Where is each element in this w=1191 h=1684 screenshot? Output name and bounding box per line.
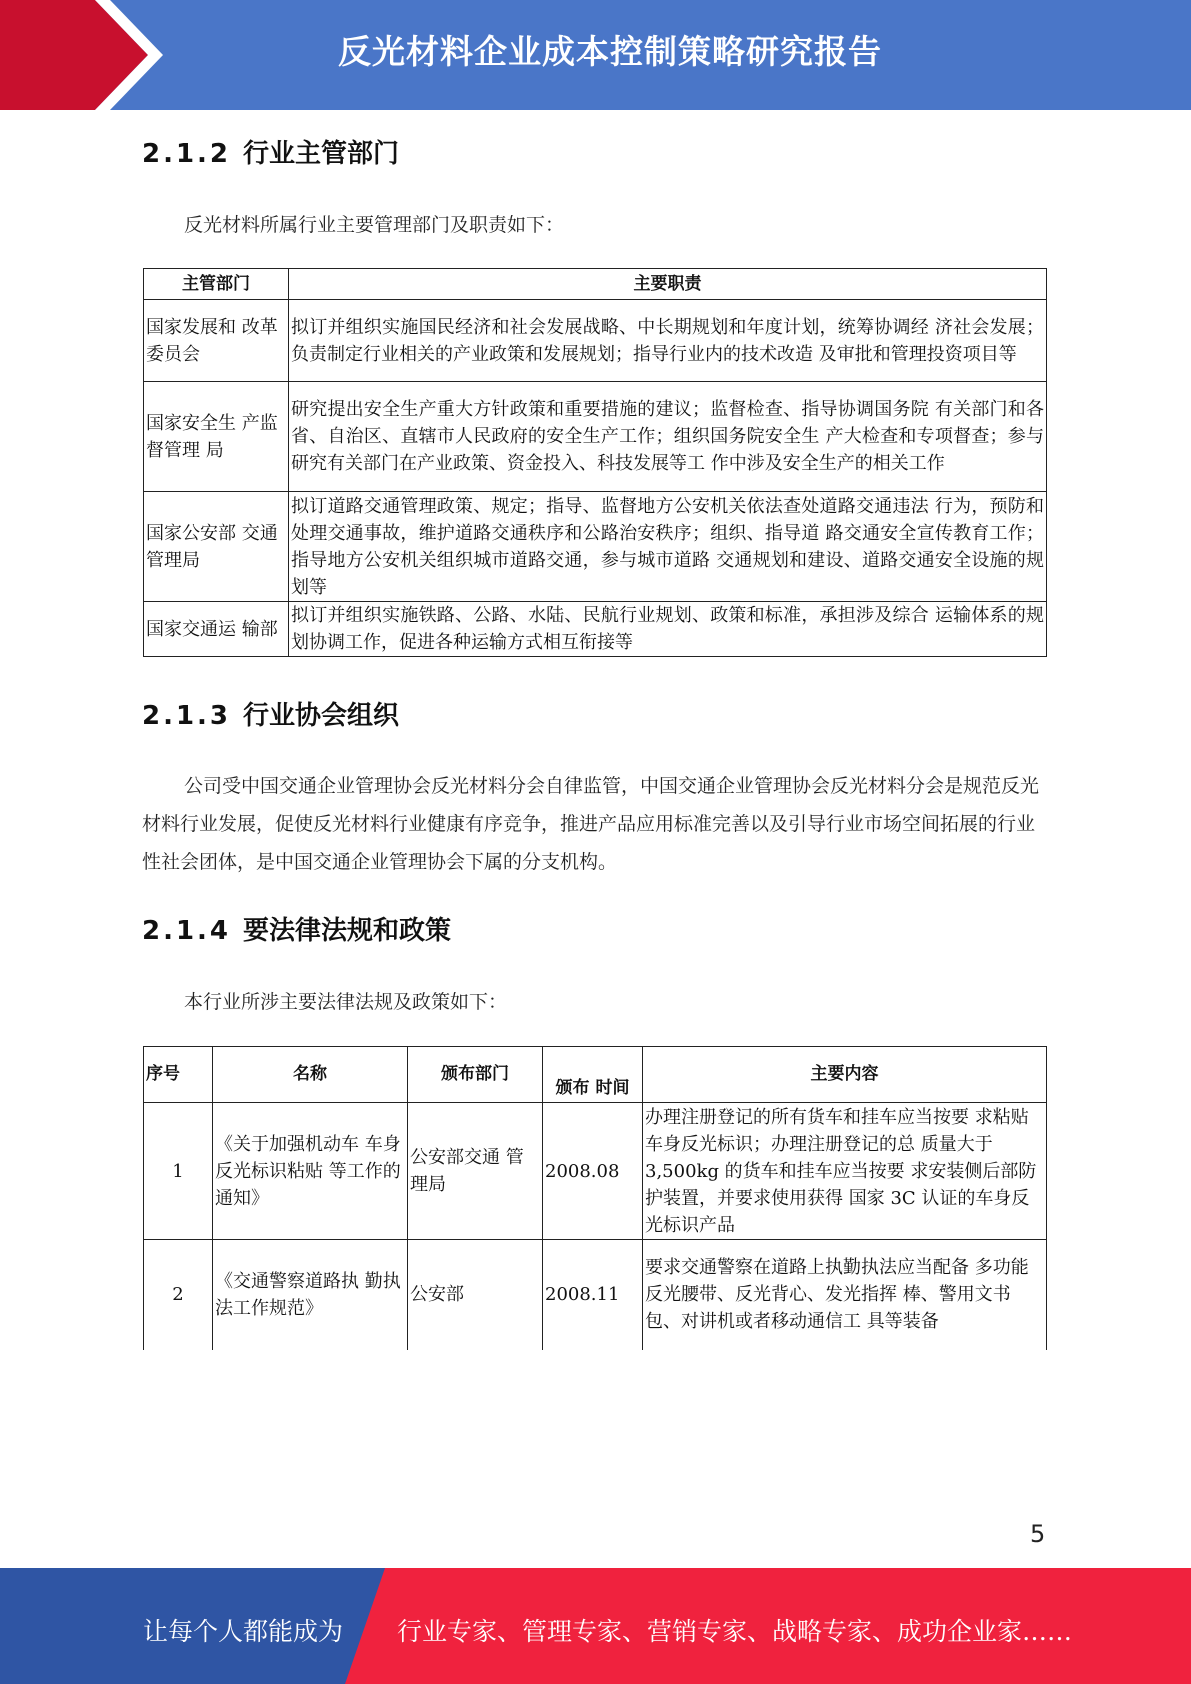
column-header: 主管部门 xyxy=(144,269,289,300)
authorities-table xyxy=(143,268,1047,657)
table-row xyxy=(144,300,1047,382)
section-number: 2.1.2 xyxy=(142,139,232,169)
section-title: 行业主管部门 xyxy=(243,139,400,169)
page-number: 5 xyxy=(1030,1520,1046,1548)
name-cell: 《关于加强机动车 车身反光标识粘贴 等工作的通知》 xyxy=(213,1103,408,1240)
column-header: 主要内容 xyxy=(643,1047,1047,1103)
column-header: 主要职责 xyxy=(289,269,1047,300)
page-header xyxy=(0,0,1191,110)
column-header: 序号 xyxy=(144,1047,213,1103)
footer-slogan-right: 行业专家、管理专家、营销专家、战略专家、成功企业家…… xyxy=(397,1617,1073,1646)
dept-cell: 国家公安部 交通管理局 xyxy=(144,492,289,602)
duty-cell: 拟订并组织实施国民经济和社会发展战略、中长期规划和年度计划，统筹协调经 济社会发展；负责制定行业相关的产业政策和发展规划；指导行业内的技术改造 及审批和管理投资项目等 xyxy=(289,300,1047,382)
regulations-table xyxy=(143,1046,1047,1350)
table-row xyxy=(144,602,1047,657)
section-body: 公司受中国交通企业管理协会反光材料分会自律监管，中国交通企业管理协会反光材料分会是规范反光材料行业发展，促使反光材料行业健康有序竞争，推进产品应用标准完善以及引导行业市场空间拓展的行业性社会团体，是中国交通企业管理协会下属的分支机构。 xyxy=(142,775,1040,873)
table-row xyxy=(144,492,1047,602)
row-number-cell: 2 xyxy=(144,1240,213,1350)
date-cell: 2008.08 xyxy=(543,1103,643,1240)
name-cell: 《交通警察道路执 勤执法工作规范》 xyxy=(213,1240,408,1350)
section-number: 2.1.3 xyxy=(142,701,232,731)
report-title: 反光材料企业成本控制策略研究报告 xyxy=(338,32,882,71)
dept-cell: 国家安全生 产监督管理 局 xyxy=(144,382,289,492)
content-cell: 要求交通警察在道路上执勤执法应当配备 多功能反光腰带、反光背心、发光指挥 棒、警用文书包、对讲机或者移动通信工 具等装备 xyxy=(643,1240,1047,1350)
duty-cell: 拟订并组织实施铁路、公路、水陆、民航行业规划、政策和标准，承担涉及综合 运输体系的规划协调工作，促进各种运输方式相互衔接等 xyxy=(289,602,1047,657)
page-footer xyxy=(0,1568,1191,1684)
section-title: 要法律法规和政策 xyxy=(243,916,452,946)
section-intro: 反光材料所属行业主要管理部门及职责如下： xyxy=(184,214,565,236)
dept-cell: 国家交通运 输部 xyxy=(144,602,289,657)
section-title: 行业协会组织 xyxy=(243,701,400,731)
duty-cell: 拟订道路交通管理政策、规定；指导、监督地方公安机关依法查处道路交通违法 行为，预防和处理交通事故，维护道路交通秩序和公路治安秩序；组织、指导道 路交通安全宣传教育工作；指导地方公安机关组织城市道路交通，参与城市道路 交通规划和建设、道路交通安全设施的规划等 xyxy=(289,492,1047,602)
table-header-row xyxy=(144,1047,1047,1103)
table-header-row xyxy=(144,269,1047,300)
row-number-cell: 1 xyxy=(144,1103,213,1240)
column-header: 颁布 时间 xyxy=(543,1047,643,1103)
duty-cell: 研究提出安全生产重大方针政策和重要措施的建议；监督检查、指导协调国务院 有关部门和各省、自治区、直辖市人民政府的安全生产工作；组织国务院安全生 产大检查和专项督查；参与研究有关部门在产业政策、资金投入、科技发展等工 作中涉及安全生产的相关工作 xyxy=(289,382,1047,492)
section-intro: 本行业所涉主要法律法规及政策如下： xyxy=(184,991,508,1013)
date-cell: 2008.11 xyxy=(543,1240,643,1350)
table-row xyxy=(144,1240,1047,1350)
section-heading-2-1-3 xyxy=(142,695,399,732)
footer-slogan-left: 让每个人都能成为 xyxy=(143,1617,344,1646)
section-heading-2-1-2 xyxy=(142,133,399,170)
column-header: 颁布部门 xyxy=(408,1047,543,1103)
header-chevron-decoration xyxy=(0,0,300,110)
dept-cell: 公安部交通 管理局 xyxy=(408,1103,543,1240)
section-heading-2-1-4 xyxy=(142,910,451,947)
dept-cell: 公安部 xyxy=(408,1240,543,1350)
content-cell: 办理注册登记的所有货车和挂车应当按要 求粘贴车身反光标识；办理注册登记的总 质量大于 3,500kg 的货车和挂车应当按要 求安装侧后部防护装置，并要求使用获得 国家 3C 认证的车身反光标识产品 xyxy=(643,1103,1047,1240)
dept-cell: 国家发展和 改革委员会 xyxy=(144,300,289,382)
column-header: 名称 xyxy=(213,1047,408,1103)
table-row xyxy=(144,382,1047,492)
section-number: 2.1.4 xyxy=(142,916,232,946)
table-row xyxy=(144,1103,1047,1240)
